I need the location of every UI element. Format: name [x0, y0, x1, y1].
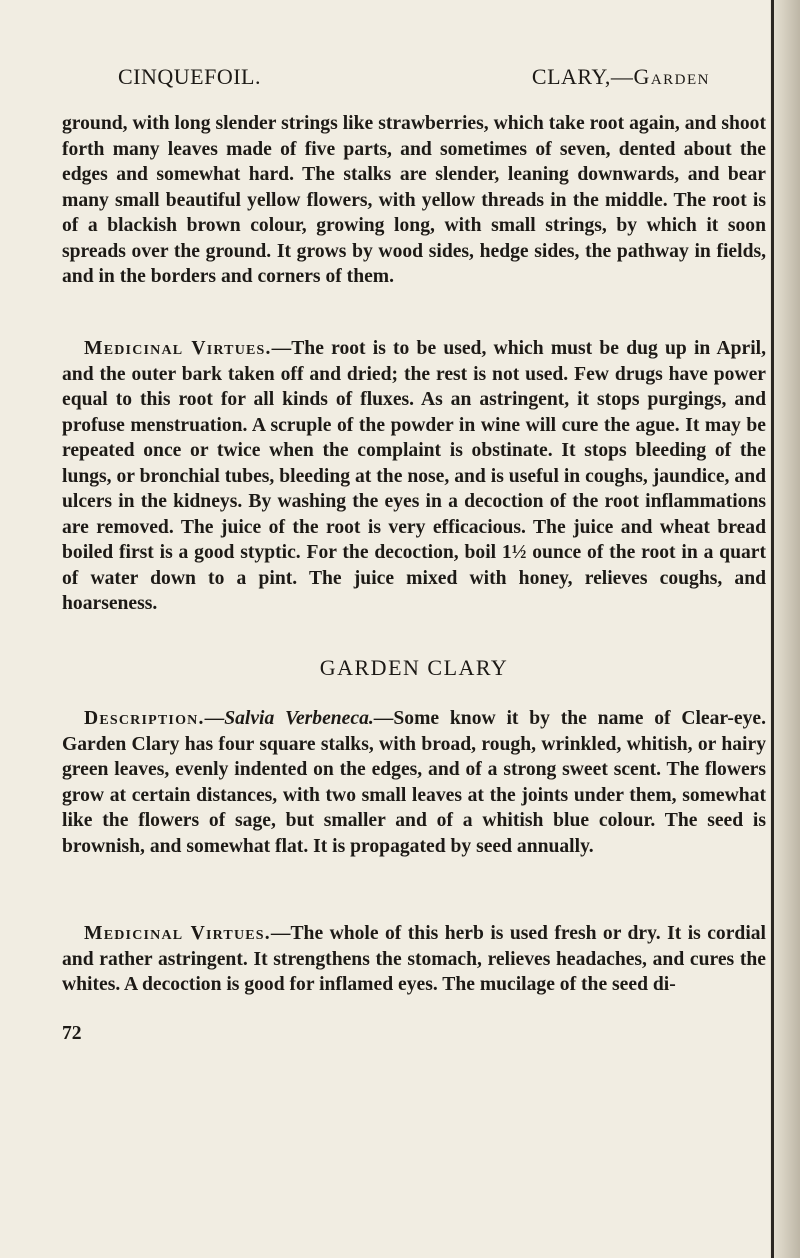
- paragraph-3-heading: Description.: [84, 708, 205, 729]
- paragraph-4: [62, 921, 766, 998]
- paragraph-2-text: —The root is to be used, which must be dug up in April, and the outer bark taken off and dried; the rest is not used. Few drugs have power equal to this root for all kinds of fluxes. As an astringent, it stops purgings, and profuse menstruation. A scruple of the powder in wine will cure the ague. It may be repeated once or twice when the complaint is obstinate. It stops bleeding of the lungs, or bronchial tubes, bleeding at the nose, and is useful in coughs, jaundice, and ulcers in the kidneys. By washing the eyes in a decoction of the root inflammations are removed. The juice of the root is very efficacious. The juice and wheat bread boiled first is a good styptic. For the decoction, boil 1½ ounce of the root in a quart of water down to a pint. The juice mixed with honey, relieves coughs, and hoarseness.: [62, 338, 766, 614]
- section-title: GARDEN CLARY: [319, 655, 509, 680]
- paragraph-continuation: [62, 111, 766, 290]
- page-number: 72: [62, 1023, 82, 1044]
- paragraph-1-text: ground, with long slender strings like strawberries, which take root again, and shoot forth many leaves made of five parts, and sometimes of seven, dented about the edges and somewhat hard. The stalks are slender, leaning downwards, and bear many small beautiful yellow flowers, with yellow threads in the middle. The root is of a blackish brown colour, growing long, with small strings, by which it soon spreads over the ground. It grows by wood sides, hedge sides, the pathway in fields, and in the borders and corners of them.: [62, 113, 766, 287]
- paragraph-description: [62, 706, 766, 859]
- running-head-right-small: Garden: [633, 64, 710, 89]
- paragraph-medicinal-virtues-2: [62, 921, 766, 998]
- paragraph-3: [62, 706, 766, 859]
- running-head-left: CINQUEFOIL.: [118, 64, 261, 89]
- paragraph-medicinal-virtues-1: [62, 336, 766, 617]
- paragraph-3-dash: —: [204, 708, 225, 729]
- paragraph-2: [62, 336, 766, 617]
- running-head: [118, 64, 710, 94]
- paragraph-4-heading: Medicinal Virtues.: [84, 923, 271, 944]
- paragraph-4-text: —The whole of this herb is used fresh or dry. It is cordial and rather astringent. It strengthens the stomach, relieves headaches, and cures the whites. A decoction is good for inflamed eyes. The mucilage of the seed di-: [62, 923, 766, 995]
- page-edge-line: [771, 0, 774, 1258]
- running-head-right-main: CLARY,—: [531, 64, 634, 89]
- running-head-right: [532, 64, 710, 90]
- paragraph-3-latin-name: Salvia Verbeneca.: [224, 708, 374, 729]
- paragraph-3-text: —Some know it by the name of Clear-eye. Garden Clary has four square stalks, with broad, rough, wrinkled, whitish, or hairy green leaves, evenly indented on the edges, and of a strong sweet scent. The flowers grow at certain distances, with two small leaves at the joints under them, somewhat like the flowers of sage, but smaller and of a whitish blue colour. The seed is brownish, and somewhat flat. It is propagated by seed annually.: [62, 708, 767, 857]
- page-edge: [770, 0, 800, 1258]
- paragraph-2-heading: Medicinal Virtues.: [84, 338, 272, 359]
